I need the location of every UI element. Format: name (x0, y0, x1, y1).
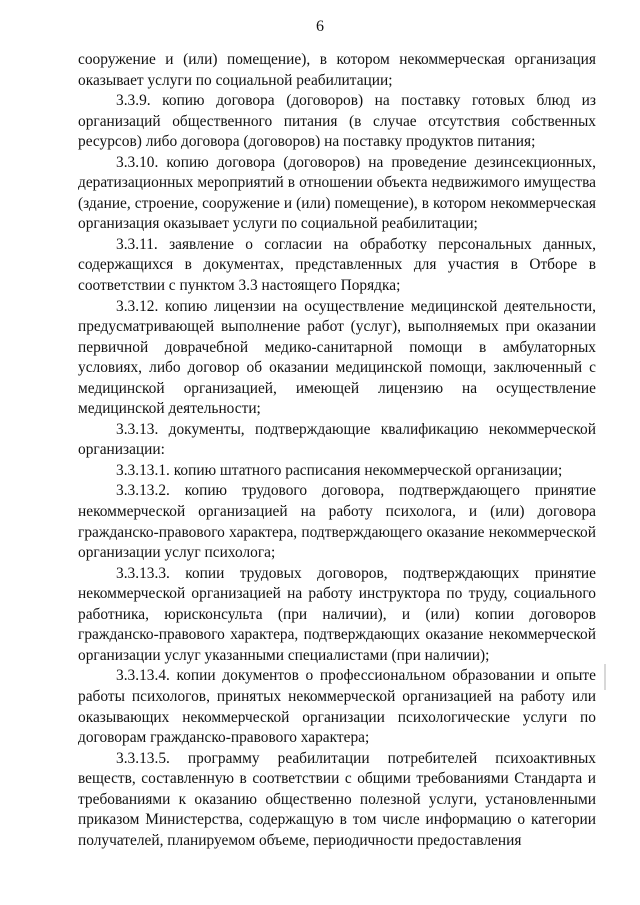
paragraph-3-3-11: 3.3.11. заявление о согласии на обработку персональных данных, содержащихся в документах, представленных для участия в Отборе в соответствии с пунктом 3.3 настоящего Порядка; (78, 235, 596, 295)
paragraph-3-3-13-3: 3.3.13.3. копии трудовых договоров, подтверждающих принятие некоммерческой организацией на работу инструктора по труду, социального работника, юрисконсульта (при наличии), и (или) копии договоров гражданско-правового характера, подтверждающих оказание некоммерческой организации услуг указанными специалистами (при наличии); (78, 564, 596, 664)
paragraph-3-3-10: 3.3.10. копию договора (договоров) на проведение дезинсекционных, дератизационных мероприятий в отношении объекта недвижимого имущества (здание, строение, сооружение и (или) помещение), в котором некоммерческая организация оказывает услуги по социальной реабилитации; (78, 153, 596, 233)
paragraph-3-3-13-1: 3.3.13.1. копию штатного расписания некоммерческой организации; (116, 461, 563, 479)
paragraph-3-3-12: 3.3.12. копию лицензии на осуществление медицинской деятельности, предусматривающей выполнение работ (услуг), выполняемых при оказании первичной доврачебной медико-санитарной помощи в амбулаторных условиях, либо договор об оказании медицинской помощи, заключенный с медицинской организацией, имеющей лицензию на осуществление медицинской деятельности; (78, 297, 596, 418)
paragraph-3-3-13-2: 3.3.13.2. копию трудового договора, подтверждающего принятие некоммерческой организацией на работу психолога, и (или) договора гражданско-правового характера, подтверждающего оказание некоммерческой организации услуг психолога; (78, 482, 596, 562)
page-number: 6 (316, 18, 324, 35)
paragraph-3-3-9: 3.3.9. копию договора (договоров) на поставку готовых блюд из организаций общественного питания (в случае отсутствия собственных ресурсов) либо договора (договоров) на поставку продуктов питания; (78, 92, 596, 151)
document-body (78, 50, 596, 851)
paragraph-3-3-13-4: 3.3.13.4. копии документов о профессиональном образовании и опыте работы психологов, принятых некоммерческой организацией на работу или оказывающих некоммерческой организации психологические услуги по договорам гражданско-правового характера; (78, 667, 596, 747)
scan-margin-mark (604, 664, 606, 690)
paragraph-3-3-13: 3.3.13. документы, подтверждающие квалификацию некоммерческой организации: (78, 420, 596, 459)
paragraph-continuation: сооружение и (или) помещение), в котором некоммерческая организация оказывает услуги по социальной реабилитации; (78, 51, 596, 89)
paragraph-3-3-13-5: 3.3.13.5. программу реабилитации потребителей психоактивных веществ, составленную в соответствии с общими требованиями Стандарта и требованиями к оказанию общественно полезной услуги, установленными приказом Министерства, содержащую в том числе информацию о категории получателей, планируемом объеме, периодичности предоставления (78, 749, 596, 849)
